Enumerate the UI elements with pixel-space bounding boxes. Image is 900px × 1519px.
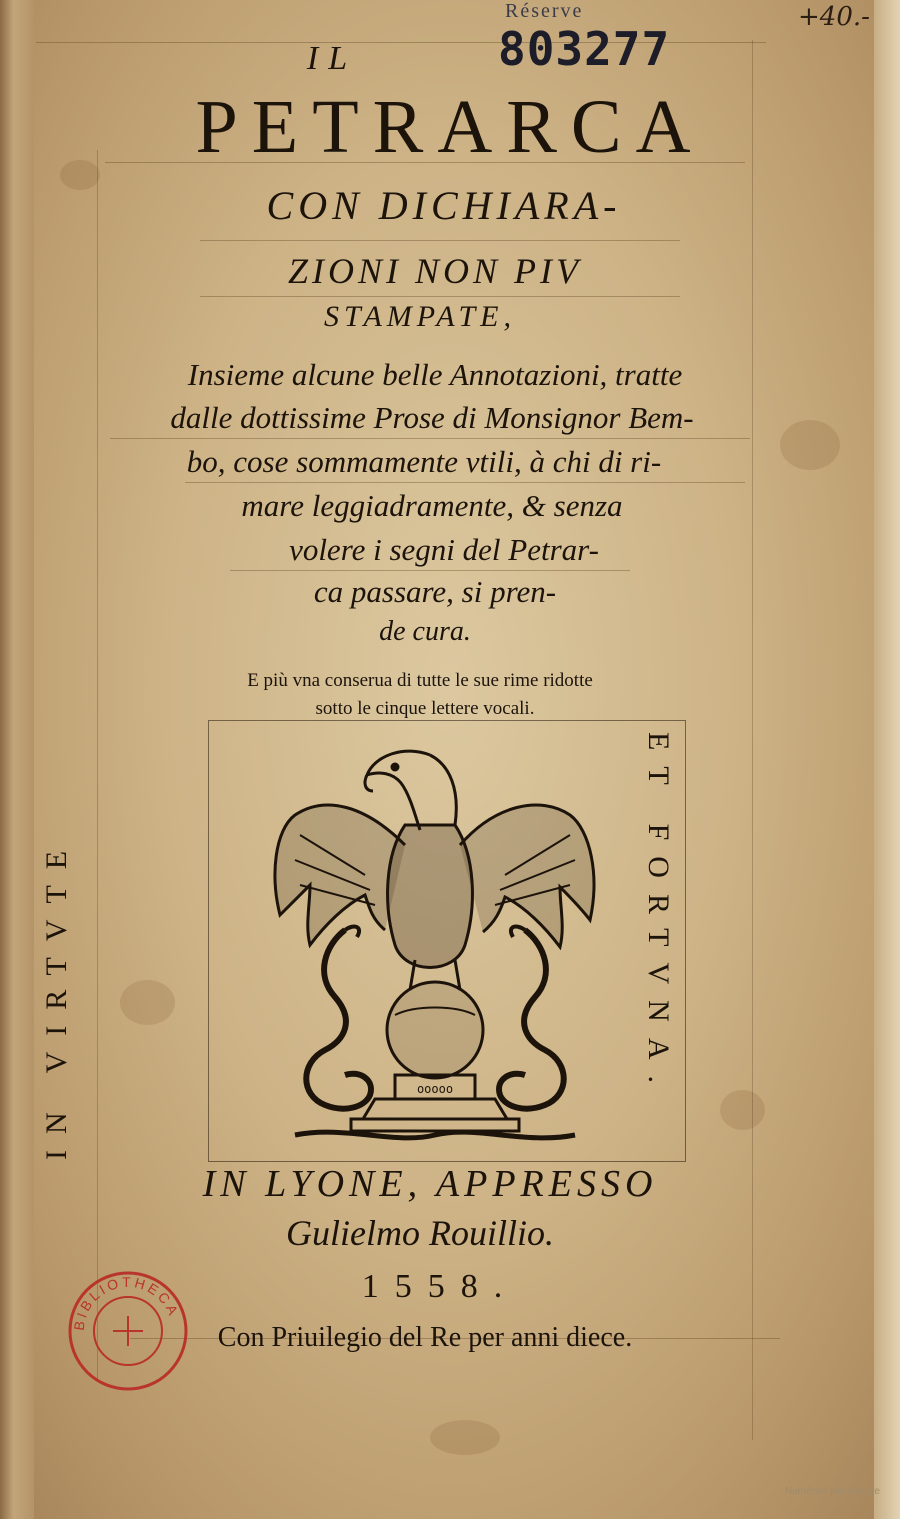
shelfmark-stamp: 803277 (498, 22, 671, 76)
extra-note-line: E più vna conserua di tutte le sue rime ridotte (247, 670, 593, 691)
library-stamp-icon (65, 1268, 191, 1394)
description-line: dalle dottissime Prose di Monsignor Bem- (170, 400, 694, 435)
ruled-line (110, 438, 750, 439)
title-main: PETRARCA (195, 85, 705, 169)
digitizer-watermark: Numérisé par Google (784, 1486, 880, 1497)
imprint-place: IN LYONE, APPRESSO (202, 1163, 658, 1205)
foxing-spot (120, 980, 175, 1025)
ruled-line (230, 570, 630, 571)
description-line: volere i segni del Petrar- (289, 532, 599, 567)
eagle-on-globe-device-icon (255, 735, 615, 1155)
motto-left: IN VIRTVTE (40, 834, 73, 1160)
privilege-line: Con Priuilegio del Re per anni diece. (217, 1322, 633, 1353)
svg-text:ooooo: ooooo (416, 1082, 454, 1096)
title-line-2: CON DICHIARA- (266, 183, 622, 228)
imprint-printer: Gulielmo Rouillio. (286, 1213, 554, 1253)
extra-note-line: sotto le cinque lettere vocali. (315, 698, 535, 719)
ruled-line (200, 240, 680, 241)
svg-text:BIBLIOTHECA (71, 1274, 183, 1331)
description-line: bo, cose sommamente vtili, à chi di ri- (186, 444, 662, 479)
ruled-line (200, 296, 680, 297)
description-line: ca passare, si pren- (313, 574, 557, 609)
reserve-stamp: Réserve (505, 0, 584, 22)
title-article: IL (306, 40, 358, 77)
ruled-line (185, 482, 745, 483)
motto-right: ET FORTVNA. (642, 732, 675, 1099)
title-line-4: STAMPATE, (324, 300, 516, 333)
description-line: de cura. (379, 616, 471, 647)
imprint-year: 1558. (361, 1268, 519, 1305)
foxing-spot (720, 1090, 765, 1130)
foxing-spot (430, 1420, 500, 1455)
handwritten-page-mark: +40.- (798, 2, 870, 32)
title-line-3: ZIONI NON PIV (288, 251, 582, 291)
description-line: Insieme alcune belle Annotazioni, tratte (187, 357, 683, 392)
description-line: mare leggiadramente, & senza (241, 488, 623, 523)
library-stamp-text: BIBLIOTHECA (70, 1273, 183, 1332)
